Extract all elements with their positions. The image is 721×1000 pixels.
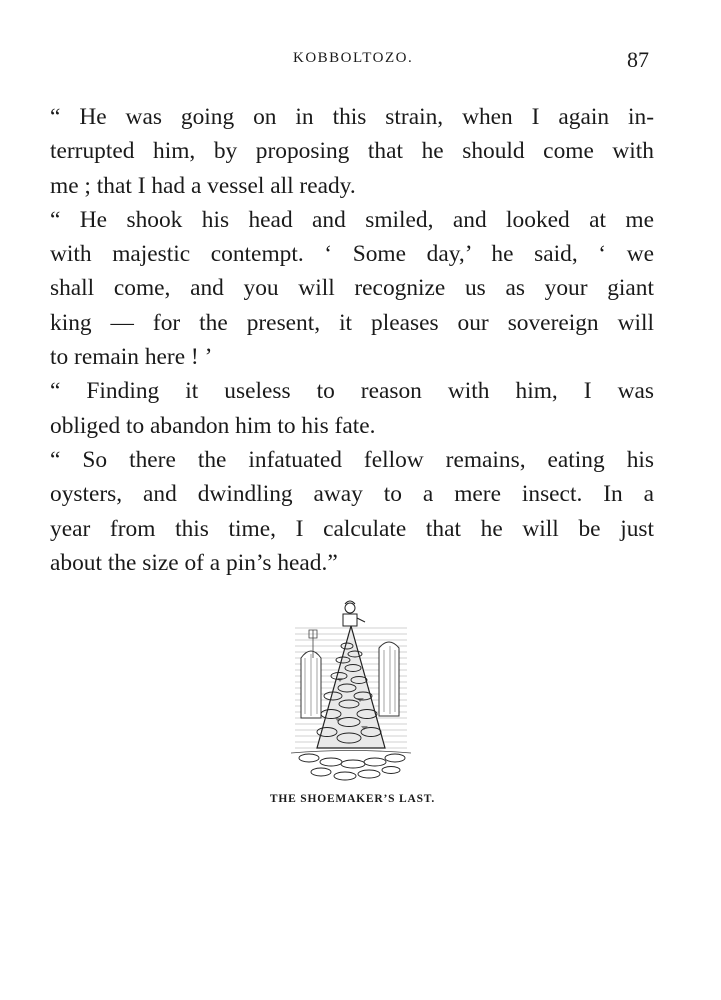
paragraph-3 — [50, 374, 654, 443]
illustration-caption: THE SHOEMAKER’S LAST. — [269, 793, 436, 805]
text-line: “ Finding it useless to reason with him, I was — [50, 378, 654, 405]
running-head — [0, 47, 721, 74]
text-line: “ He was going on in this strain, when I again in- — [50, 104, 654, 130]
text-line: “ He shook his head and smiled, and looked at me — [50, 206, 654, 233]
running-title: KOBBOLTOZO. — [293, 50, 414, 66]
text-line: with majestic contempt. ‘ Some day,’ he said, ‘ we — [50, 241, 654, 268]
text-line: about the size of a pin’s head.” — [50, 549, 338, 576]
text-line: shall come, and you will recognize us as your giant — [50, 275, 654, 302]
page-number: 87 — [627, 47, 649, 72]
text-line: oysters, and dwindling away to a mere insect. In a — [50, 481, 654, 508]
text-line: to remain here ! ’ — [50, 344, 213, 371]
paragraph-4 — [50, 443, 654, 580]
shoemakers-last-engraving — [287, 598, 415, 784]
text-line: king — for the present, it pleases our sovereign will — [50, 309, 654, 336]
paragraph-2 — [50, 203, 654, 374]
text-line: “ So there the infatuated fellow remains, eating his — [50, 446, 654, 473]
text-line: year from this time, I calculate that he will be just — [50, 515, 654, 542]
engraving-illustration — [287, 598, 415, 784]
text-line: terrupted him, by proposing that he should come with — [50, 138, 654, 165]
text-line: obliged to abandon him to his fate. — [50, 412, 376, 439]
body-text — [50, 100, 654, 580]
paragraph-1 — [50, 100, 654, 203]
text-line: me ; that I had a vessel all ready. — [50, 172, 356, 199]
